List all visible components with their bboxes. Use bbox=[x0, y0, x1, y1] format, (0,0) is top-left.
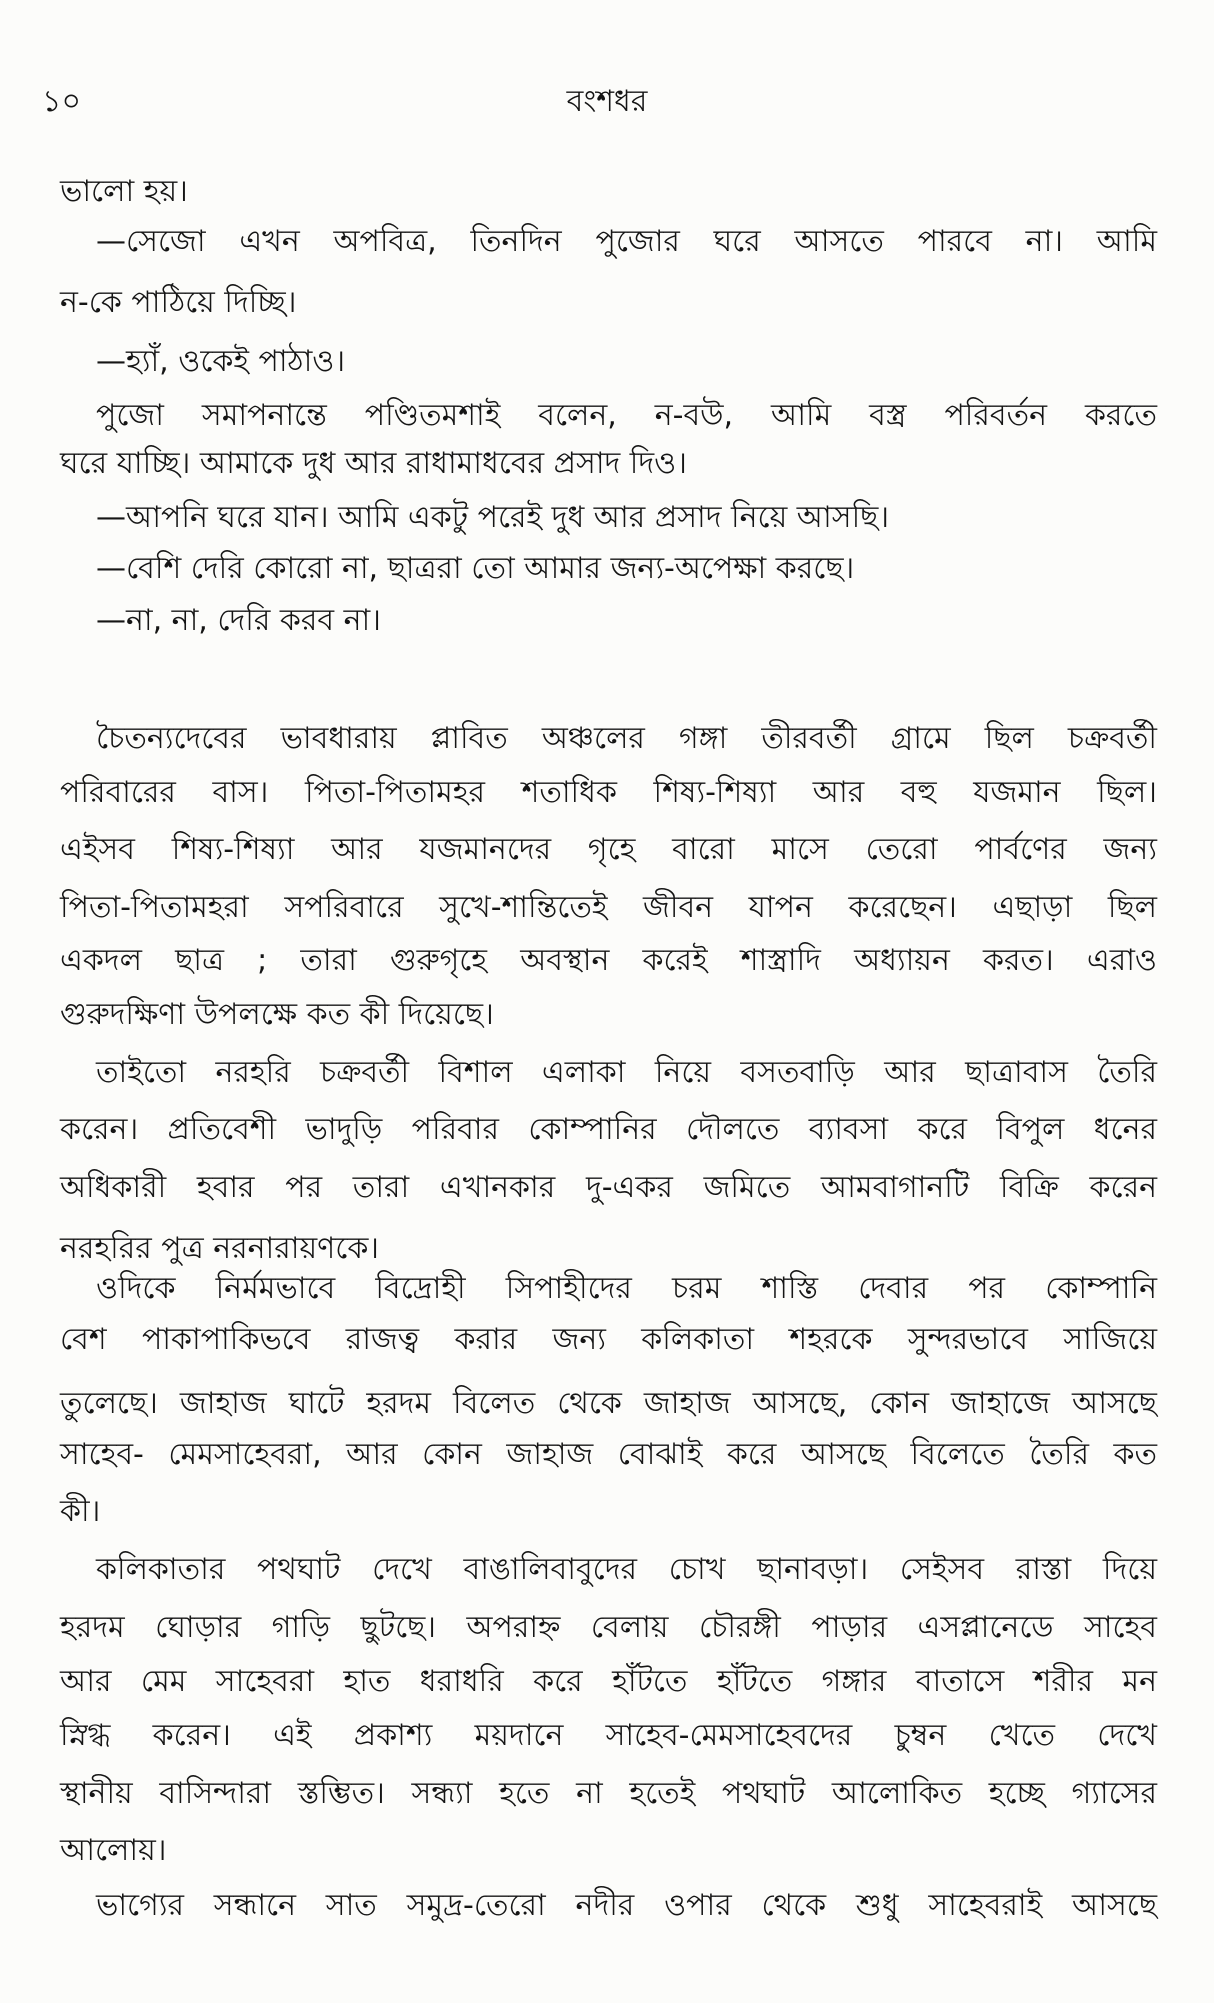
text-line: চৈতন্যদেবের ভাবধারায় প্লাবিত অঞ্চলের গঙ্গা তীরবর্তী গ্রামে ছিল চক্রবর্তী bbox=[96, 721, 1157, 756]
text-line: —হ্যাঁ, ওকেই পাঠাও। bbox=[96, 344, 346, 379]
text-line: —না, না, দেরি করব না। bbox=[96, 603, 381, 638]
text-line: ন-কে পাঠিয়ে দিচ্ছি। bbox=[60, 285, 297, 320]
text-line: স্থানীয় বাসিন্দারা স্তম্ভিত। সন্ধ্যা হতে না হতেই পথঘাট আলোকিত হচ্ছে গ্যাসের bbox=[60, 1776, 1157, 1811]
text-line: নরহরির পুত্র নরনারায়ণকে। bbox=[60, 1231, 380, 1266]
text-line: —বেশি দেরি কোরো না, ছাত্ররা তো আমার জন্য-অপেক্ষা করছে। bbox=[96, 551, 855, 586]
text-line: কলিকাতার পথঘাট দেখে বাঙালিবাবুদের চোখ ছানাবড়া। সেইসব রাস্তা দিয়ে bbox=[96, 1552, 1157, 1587]
text-line: ওদিকে নির্মমভাবে বিদ্রোহী সিপাহীদের চরম শাস্তি দেবার পর কোম্পানি bbox=[96, 1271, 1157, 1306]
text-line: কী। bbox=[60, 1494, 101, 1529]
text-line: ভালো হয়। bbox=[60, 174, 188, 209]
text-line: আর মেম সাহেবরা হাত ধরাধরি করে হাঁটতে হাঁটতে গঙ্গার বাতাসে শরীর মন bbox=[60, 1664, 1157, 1699]
text-line: —আপনি ঘরে যান। আমি একটু পরেই দুধ আর প্রসাদ নিয়ে আসছি। bbox=[96, 500, 890, 535]
text-line: অধিকারী হবার পর তারা এখানকার দু-একর জমিতে আমবাগানটি বিক্রি করেন bbox=[60, 1170, 1157, 1205]
text-line: আলোয়। bbox=[60, 1833, 167, 1868]
text-line: বেশ পাকাপাকিভবে রাজত্ব করার জন্য কলিকাতা শহরকে সুন্দরভাবে সাজিয়ে bbox=[60, 1322, 1157, 1357]
text-line: পুজো সমাপনান্তে পণ্ডিতমশাই বলেন, ন-বউ, আমি বস্ত্র পরিবর্তন করতে bbox=[96, 398, 1157, 433]
running-title: বংশধর bbox=[566, 84, 648, 119]
text-line: করেন। প্রতিবেশী ভাদুড়ি পরিবার কোম্পানির দৌলতে ব্যাবসা করে বিপুল ধনের bbox=[60, 1112, 1157, 1147]
text-line: ভাগ্যের সন্ধানে সাত সমুদ্র-তেরো নদীর ওপার থেকে শুধু সাহেবরাই আসছে bbox=[96, 1888, 1157, 1923]
text-line: স্নিগ্ধ করেন। এই প্রকাশ্য ময়দানে সাহেব-মেমসাহেবদের চুম্বন খেতে দেখে bbox=[60, 1718, 1157, 1753]
text-line: তুলেছে। জাহাজ ঘাটে হরদম বিলেত থেকে জাহাজ আসছে, কোন জাহাজে আসছে bbox=[60, 1386, 1157, 1421]
text-line: একদল ছাত্র ; তারা গুরুগৃহে অবস্থান করেই শাস্ত্রাদি অধ্যায়ন করত। এরাও bbox=[60, 943, 1157, 978]
text-line: গুরুদক্ষিণা উপলক্ষে কত কী দিয়েছে। bbox=[60, 997, 494, 1032]
text-line: পিতা-পিতামহরা সপরিবারে সুখে-শান্তিতেই জীবন যাপন করেছেন। এছাড়া ছিল bbox=[60, 890, 1157, 925]
text-line: পরিবারের বাস। পিতা-পিতামহর শতাধিক শিষ্য-শিষ্যা আর বহু যজমান ছিল। bbox=[60, 775, 1157, 810]
text-line: হরদম ঘোড়ার গাড়ি ছুটছে। অপরাহ্ন বেলায় চৌরঙ্গী পাড়ার এসপ্লানেডে সাহেব bbox=[60, 1610, 1157, 1645]
page-number: ১০ bbox=[42, 84, 81, 119]
text-line: এইসব শিষ্য-শিষ্যা আর যজমানদের গৃহে বারো মাসে তেরো পার্বণের জন্য bbox=[60, 832, 1157, 867]
text-line: —সেজো এখন অপবিত্র, তিনদিন পুজোর ঘরে আসতে পারবে না। আমি bbox=[96, 224, 1157, 259]
text-line: সাহেব- মেমসাহেবরা, আর কোন জাহাজ বোঝাই করে আসছে বিলেতে তৈরি কত bbox=[60, 1437, 1157, 1472]
text-line: ঘরে যাচ্ছি। আমাকে দুধ আর রাধামাধবের প্রসাদ দিও। bbox=[60, 446, 687, 481]
text-line: তাইতো নরহরি চক্রবর্তী বিশাল এলাকা নিয়ে বসতবাড়ি আর ছাত্রাবাস তৈরি bbox=[96, 1055, 1157, 1090]
